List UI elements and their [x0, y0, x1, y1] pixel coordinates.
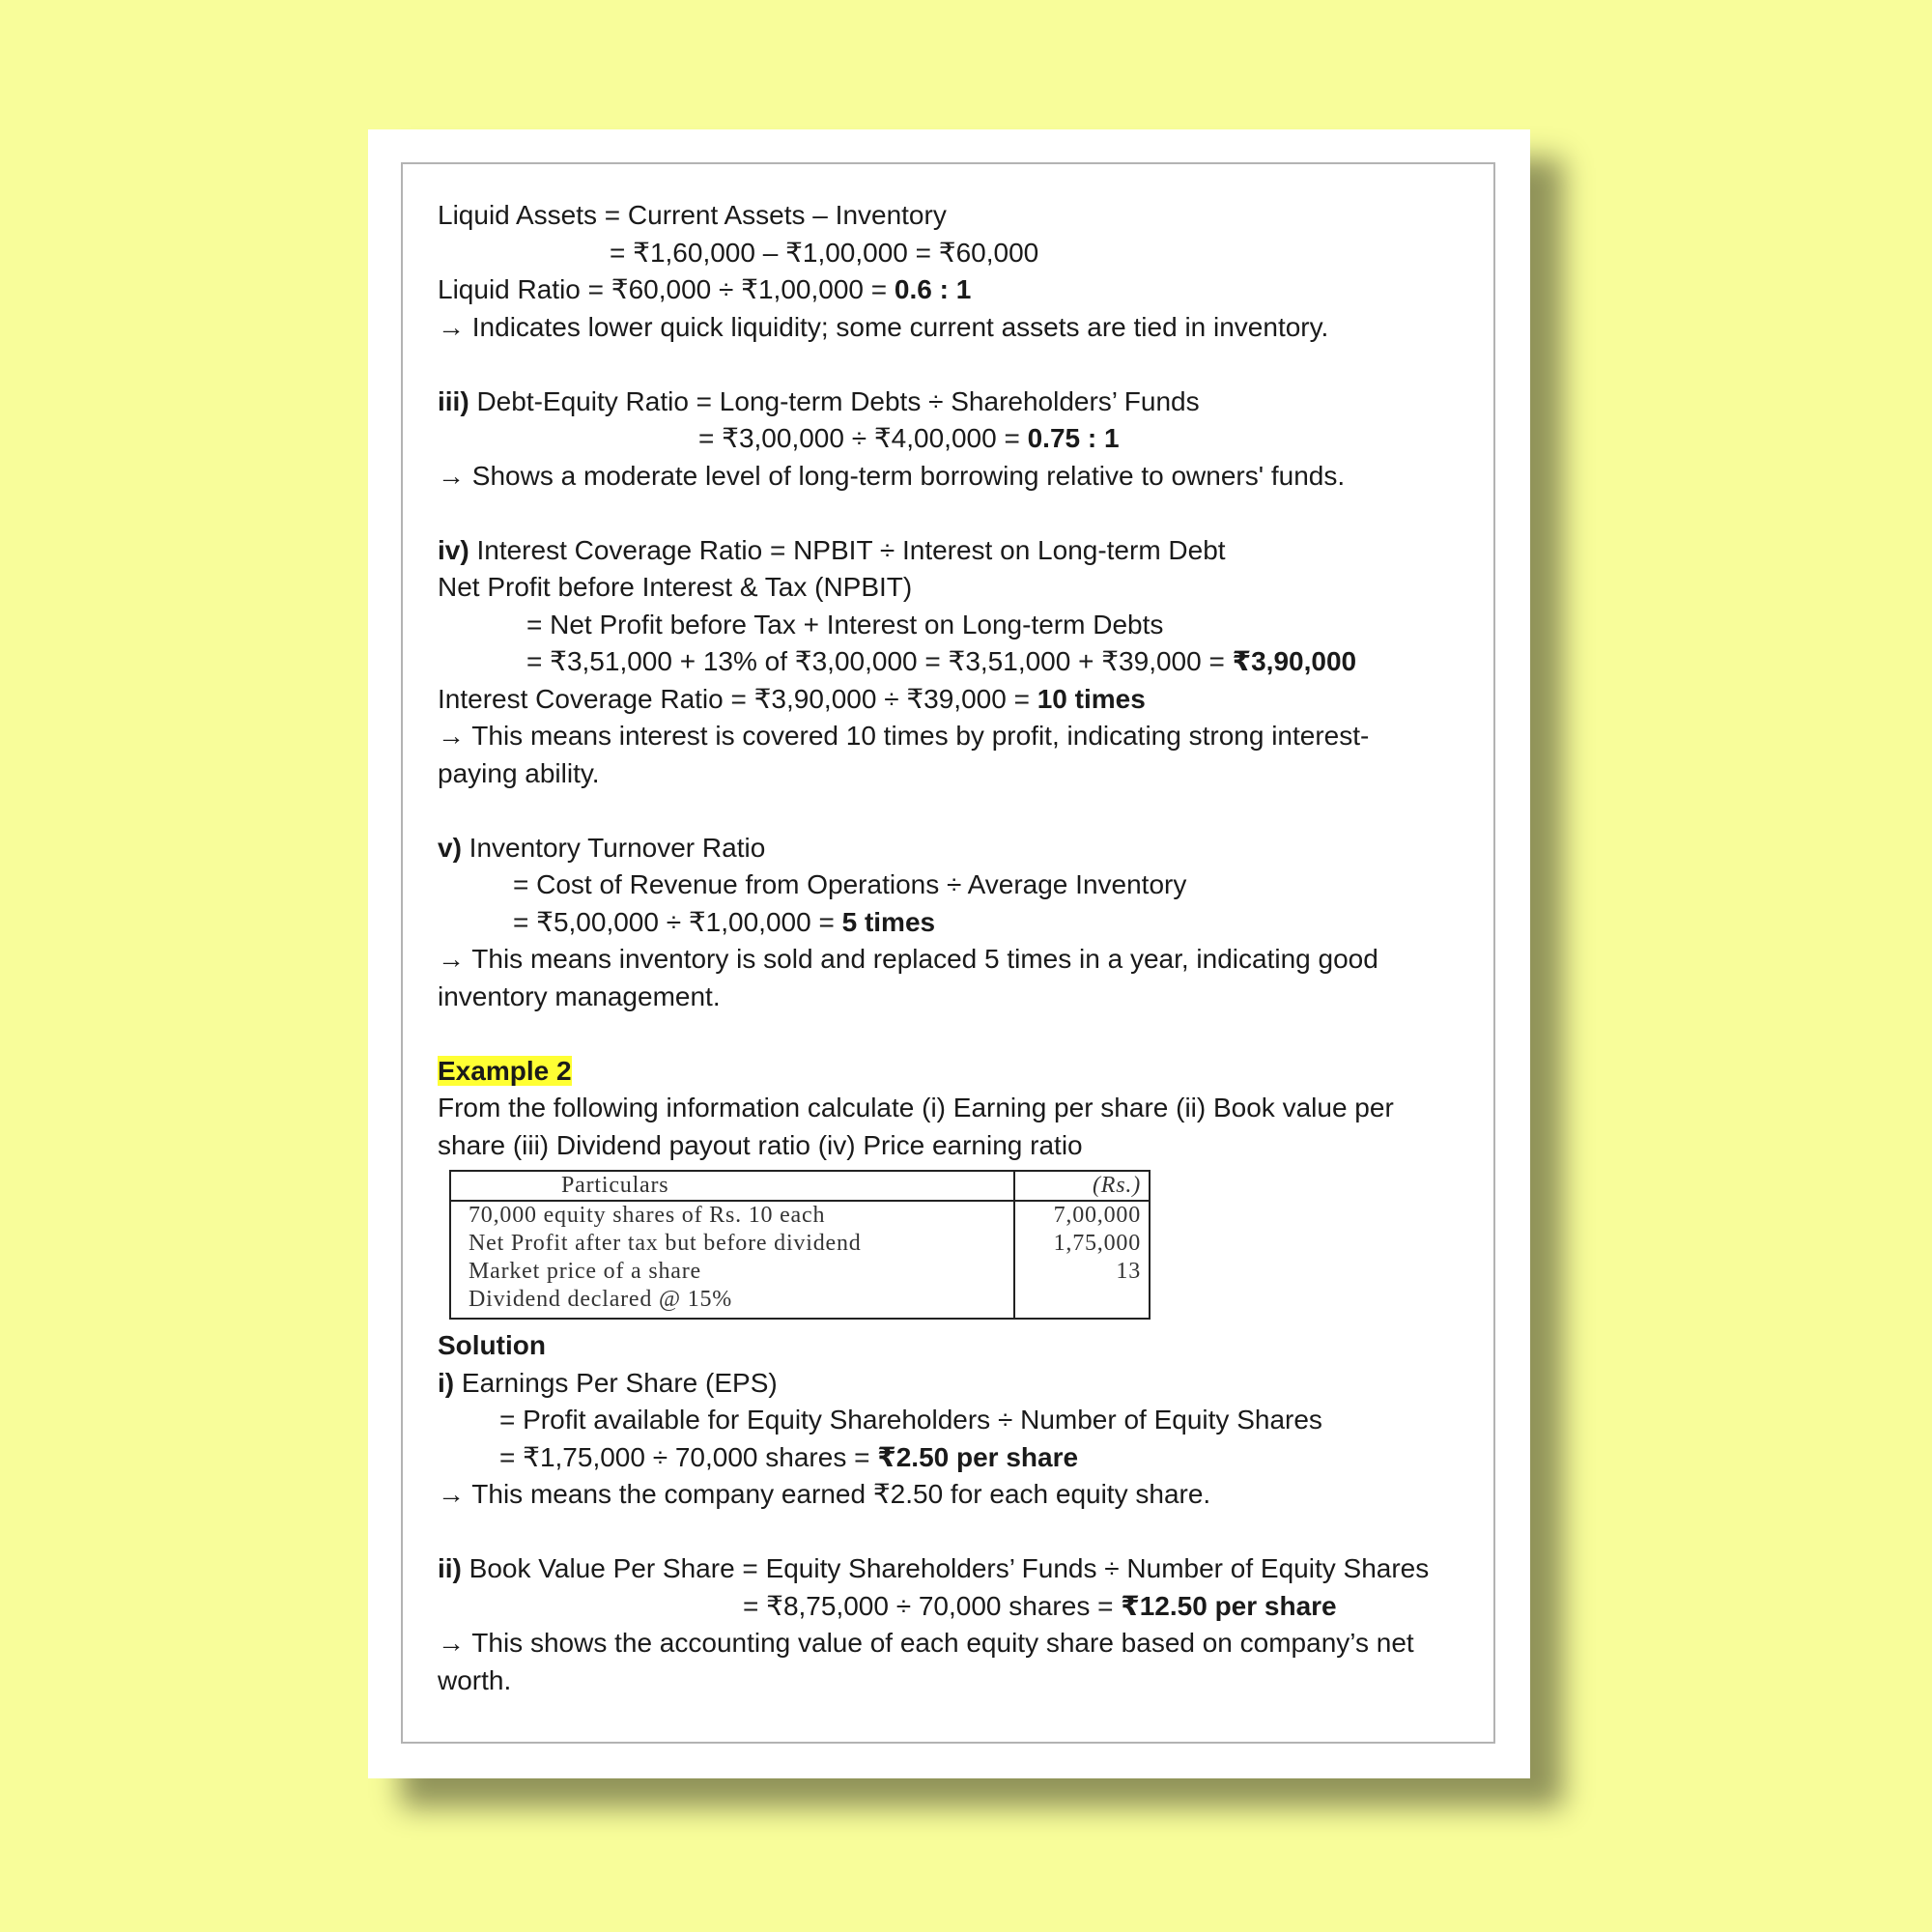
book-value-heading — [438, 1550, 1491, 1588]
example-question-1: From the following information calculate (i) Earning per share (ii) Book value per — [438, 1093, 1394, 1122]
document-page — [368, 129, 1530, 1778]
eps-calc — [438, 1439, 1491, 1477]
inventory-turnover-title: Inventory Turnover Ratio — [461, 832, 766, 863]
npbit-result: ₹3,90,000 — [1232, 646, 1357, 676]
solution-heading: Solution — [438, 1330, 546, 1360]
interest-coverage-formula: Interest Coverage Ratio = NPBIT ÷ Interest on Long-term Debt — [469, 534, 1226, 565]
table-header-row — [451, 1172, 1149, 1202]
inventory-turnover-note-1: → This means inventory is sold and replaced 5 times in a year, indicating good — [438, 944, 1378, 974]
table-row-value: 1,75,000 — [1053, 1231, 1141, 1256]
liquid-assets-formula: Liquid Assets = Current Assets – Inventory — [438, 200, 947, 230]
npbit-calc-text: = ₹3,51,000 + 13% of ₹3,00,000 = ₹3,51,000 + ₹39,000 = — [526, 646, 1233, 676]
table-particulars-column — [451, 1202, 1015, 1318]
debt-equity-note: → Shows a moderate level of long-term borrowing relative to owners' funds. — [438, 460, 1346, 491]
liquid-ratio-note: → Indicates lower quick liquidity; some current assets are tied in inventory. — [438, 311, 1329, 342]
liquid-ratio-result: 0.6 : 1 — [894, 274, 972, 304]
particulars-table — [449, 1170, 1151, 1320]
eps-note: → This means the company earned ₹2.50 for each equity share. — [438, 1479, 1211, 1509]
table-row-value — [1015, 1286, 1141, 1314]
table-header-amount: (Rs.) — [1093, 1173, 1141, 1198]
debt-equity-calc-text: = ₹3,00,000 ÷ ₹4,00,000 = — [698, 423, 1028, 453]
debt-equity-formula: Debt-Equity Ratio = Long-term Debts ÷ Shareholders’ Funds — [469, 385, 1200, 416]
eps-result: ₹2.50 per share — [877, 1441, 1079, 1472]
npbit-label: Net Profit before Interest & Tax (NPBIT) — [438, 572, 913, 602]
npbit-calc — [438, 643, 1491, 681]
table-row-value: 7,00,000 — [1053, 1203, 1141, 1228]
table-row-label: Net Profit after tax but before dividend — [469, 1231, 862, 1256]
inventory-turnover-formula: = Cost of Revenue from Operations ÷ Average Inventory — [513, 869, 1187, 899]
liquid-assets-calc: = ₹1,60,000 – ₹1,00,000 = ₹60,000 — [610, 237, 1039, 268]
table-body — [451, 1202, 1149, 1318]
interest-coverage-note-2: paying ability. — [438, 757, 600, 788]
liquid-ratio-text: Liquid Ratio = ₹60,000 ÷ ₹1,00,000 = — [438, 274, 895, 304]
section-number-i: i) — [438, 1367, 455, 1398]
book-value-calc-text: = ₹8,75,000 ÷ 70,000 shares = — [743, 1590, 1122, 1621]
section-number-iii: iii) — [438, 385, 469, 416]
example-heading: Example 2 — [438, 1055, 572, 1086]
interest-coverage-heading — [438, 532, 1491, 570]
debt-equity-result: 0.75 : 1 — [1027, 423, 1120, 453]
inventory-turnover-calc-text: = ₹5,00,000 ÷ ₹1,00,000 = — [513, 906, 842, 937]
liquid-ratio-line — [438, 271, 1491, 309]
eps-formula: = Profit available for Equity Shareholders ÷ Number of Equity Shares — [499, 1405, 1322, 1435]
debt-equity-calc — [438, 420, 1491, 458]
document-content — [438, 197, 1491, 1699]
inventory-turnover-heading — [438, 830, 1491, 867]
interest-coverage-calc-text: Interest Coverage Ratio = ₹3,90,000 ÷ ₹39,000 = — [438, 683, 1037, 714]
section-number-iv: iv) — [438, 534, 469, 565]
example-heading-line — [438, 1053, 1491, 1091]
book-value-calc — [438, 1588, 1491, 1626]
section-number-v: v) — [438, 832, 462, 863]
table-row-label: Dividend declared @ 15% — [469, 1287, 733, 1312]
eps-title: Earnings Per Share (EPS) — [454, 1367, 778, 1398]
eps-heading — [438, 1365, 1491, 1403]
section-number-ii: ii) — [438, 1553, 462, 1583]
interest-coverage-calc — [438, 681, 1491, 719]
interest-coverage-note-1: → This means interest is covered 10 times by profit, indicating strong interest- — [438, 721, 1370, 751]
inventory-turnover-note-2: inventory management. — [438, 980, 721, 1011]
table-row-value: 13 — [1116, 1259, 1141, 1284]
table-row-label: Market price of a share — [469, 1259, 701, 1284]
eps-calc-text: = ₹1,75,000 ÷ 70,000 shares = — [499, 1441, 878, 1472]
inventory-turnover-calc — [438, 904, 1491, 942]
npbit-formula: = Net Profit before Tax + Interest on Long-term Debts — [526, 609, 1164, 639]
solution-heading-line — [438, 1327, 1491, 1365]
table-row-label: 70,000 equity shares of Rs. 10 each — [469, 1203, 826, 1228]
table-header-particulars: Particulars — [451, 1172, 1015, 1200]
table-amount-column — [1015, 1202, 1149, 1318]
inventory-turnover-result: 5 times — [841, 906, 936, 937]
book-value-formula: Book Value Per Share = Equity Shareholders’ Funds ÷ Number of Equity Shares — [461, 1553, 1430, 1583]
book-value-note-1: → This shows the accounting value of each equity share based on company’s net — [438, 1628, 1414, 1658]
book-value-result: ₹12.50 per share — [1121, 1590, 1337, 1621]
interest-coverage-result: 10 times — [1037, 683, 1146, 714]
debt-equity-heading — [438, 384, 1491, 421]
example-question-2: share (iii) Dividend payout ratio (iv) Price earning ratio — [438, 1129, 1083, 1160]
book-value-note-2: worth. — [438, 1664, 512, 1695]
